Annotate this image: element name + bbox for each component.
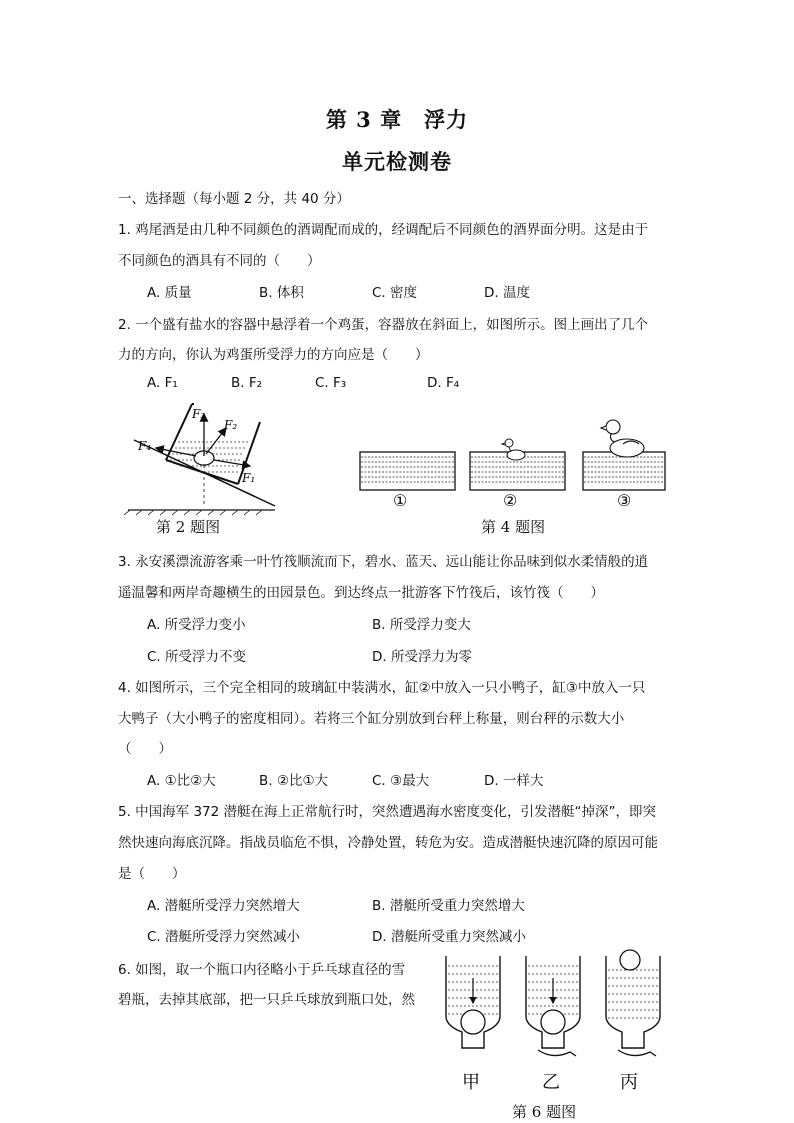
ping-pong-ball-yi [541, 1010, 565, 1034]
q3-line2: 遥温馨和两岸奇趣横生的田园景色。到达终点一批游客下竹筏后，该竹筏（ ） [118, 585, 604, 601]
q4-line1: 4. 如图所示，三个完全相同的玻璃缸中装满水，缸②中放入一只小鸭子，缸③中放入一只 [118, 680, 646, 696]
fig2-caption: 第 2 题图 [156, 518, 221, 536]
q4-option-d: D. 一样大 [484, 773, 544, 789]
q1-line1: 1. 鸡尾酒是由几种不同颜色的酒调配而成的，经调配后不同颜色的酒界面分明。这是由于 [118, 222, 649, 238]
bottle-label-yi: 乙 [542, 1072, 560, 1093]
chapter-title: 第 3 章 浮力 [325, 107, 469, 132]
q1-option-b: B. 体积 [259, 285, 304, 301]
container-left-wall [166, 404, 194, 460]
q5-line3: 是（ ） [118, 866, 186, 882]
q2-option-a: A. F₁ [147, 375, 178, 391]
label-f4: F₄ [138, 439, 152, 453]
label-f1: F₁ [242, 471, 256, 485]
force-f4-arrow [156, 448, 196, 456]
q3-option-a: A. 所受浮力变小 [147, 617, 246, 633]
q5-line1: 5. 中国海军 372 潜艇在海上正常航行时，突然遭遇海水密度变化，引发潜艇“掉深”，即突 [118, 804, 657, 820]
tank-3 [583, 420, 665, 490]
q2-option-d: D. F₄ [427, 375, 460, 391]
q6-line2: 碧瓶，去掉其底部，把一只乒乓球放到瓶口处，然 [118, 992, 415, 1008]
label-f2: F₂ [224, 418, 238, 432]
q4-line2: 大鸭子（大小鸭子的密度相同）。若将三个缸分别放到台秤上称量，则台秤的示数大小 [118, 711, 625, 727]
q3-option-d: D. 所受浮力为零 [372, 649, 472, 665]
q1-line2: 不同颜色的酒具有不同的（ ） [118, 253, 321, 269]
q2-line1: 2. 一个盛有盐水的容器中悬浮着一个鸡蛋，容器放在斜面上，如图所示。图上画出了几个 [118, 317, 649, 333]
force-f2-arrow [206, 428, 226, 454]
tank-label-2: ② [503, 491, 518, 510]
q2-option-b: B. F₂ [231, 375, 263, 391]
page-subtitle: 单元检测卷 [342, 149, 452, 174]
q5-option-c: C. 潜艇所受浮力突然减小 [147, 929, 301, 945]
q5-option-b: B. 潜艇所受重力突然增大 [372, 898, 525, 914]
figure-6 [440, 948, 670, 1098]
tank-2 [470, 439, 565, 490]
q4-line3: （ ） [118, 741, 172, 757]
q5-option-a: A. 潜艇所受浮力突然增大 [147, 898, 300, 914]
tank-1 [360, 452, 455, 490]
q3-option-c: C. 所受浮力不变 [147, 649, 247, 665]
q1-option-a: A. 质量 [147, 285, 192, 301]
figure-4 [355, 410, 675, 515]
q3-line1: 3. 永安溪漂流游客乘一叶竹筏顺流而下，碧水、蓝天、远山能让你品味到似水柔情般的逍 [118, 554, 649, 570]
q4-option-b: B. ②比①大 [259, 773, 329, 789]
bottle-jia [446, 956, 500, 1048]
q4-option-a: A. ①比②大 [147, 773, 216, 789]
section-heading: 一、选择题（每小题 2 分，共 40 分） [118, 191, 350, 207]
hand-bing [618, 1050, 656, 1056]
ping-pong-ball-jia [461, 1010, 485, 1034]
bottle-label-jia: 甲 [462, 1072, 480, 1093]
q3-option-b: B. 所受浮力变大 [372, 617, 471, 633]
q1-option-d: D. 温度 [484, 285, 530, 301]
fig4-caption: 第 4 题图 [481, 518, 546, 536]
ping-pong-ball-bing [620, 950, 640, 970]
q1-option-c: C. 密度 [372, 285, 418, 301]
hand-yi [538, 1050, 576, 1056]
q5-option-d: D. 潜艇所受重力突然减小 [372, 929, 526, 945]
fig6-caption: 第 6 题图 [512, 1103, 577, 1121]
q2-line2: 力的方向，你认为鸡蛋所受浮力的方向应是（ ） [118, 347, 429, 363]
bottle-bing [606, 950, 660, 1056]
q4-option-c: C. ③最大 [372, 773, 430, 789]
q6-line1: 6. 如图，取一个瓶口内径略小于乒乓球直径的雪 [118, 962, 406, 978]
label-f3: F₃ [192, 407, 206, 421]
bottle-yi [526, 956, 580, 1056]
q2-option-c: C. F₃ [315, 375, 347, 391]
bottle-label-bing: 丙 [620, 1072, 638, 1093]
q5-line2: 然快速向海底沉降。指战员临危不惧，冷静处置，转危为安。造成潜艇快速沉降的原因可能 [118, 835, 658, 851]
tank-label-3: ③ [617, 491, 632, 510]
tank-label-1: ① [393, 491, 408, 510]
